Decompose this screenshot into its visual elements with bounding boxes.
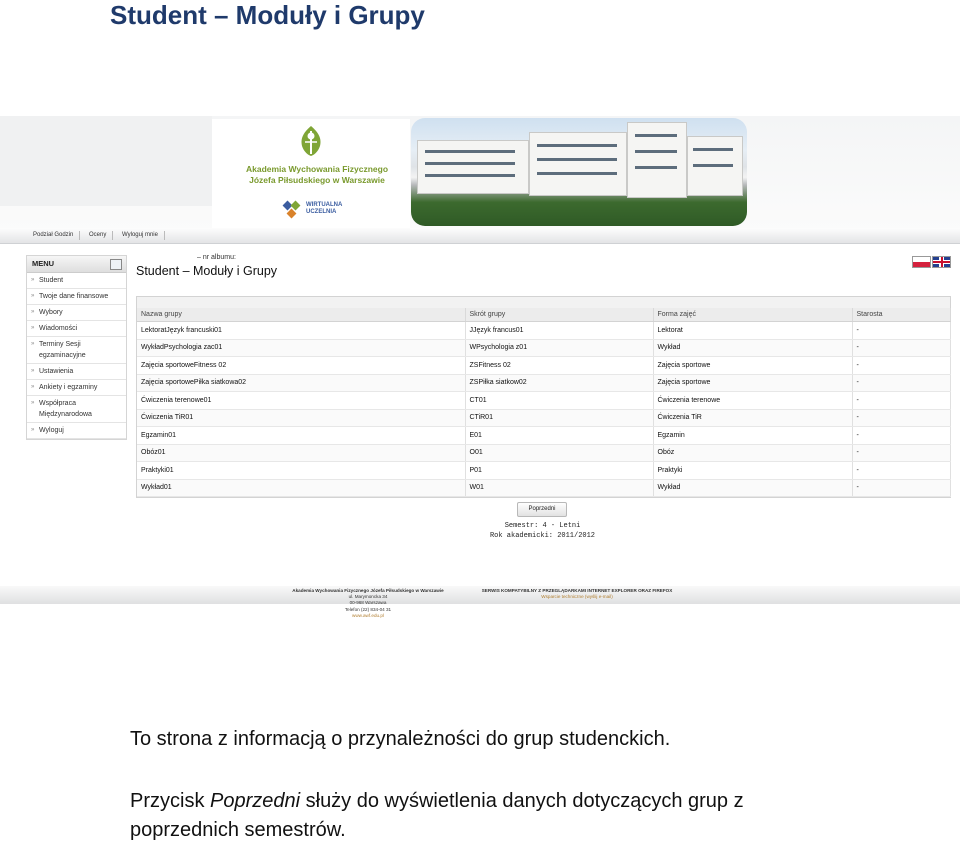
sidebar-item-wiadomosci[interactable]: » Wiadomości	[27, 321, 126, 337]
menu-header	[27, 256, 126, 273]
cell-starosta: -	[852, 444, 950, 462]
column-header-forma-zajec[interactable]: Forma zajęć	[653, 308, 852, 322]
academy-name	[232, 164, 402, 186]
footer-address-street: ul. Marymoncka 34	[348, 594, 388, 600]
cell-forma: Wykład	[653, 479, 852, 497]
table-row	[137, 357, 950, 375]
cell-starosta: -	[852, 409, 950, 427]
sidebar-item-terminy-sesji[interactable]: » Terminy Sesji egzaminacyjne	[27, 337, 126, 364]
cell-starosta: -	[852, 392, 950, 410]
table-row	[137, 392, 950, 410]
cell-forma: Ćwiczenia terenowe	[653, 392, 852, 410]
table-row	[137, 374, 950, 392]
caption-description: To strona z informacją o przynależności do grup studenckich.	[130, 728, 671, 750]
column-header-skrot-grupy[interactable]: Skrót grupy	[465, 308, 653, 322]
sidebar-item-student[interactable]: » Student	[27, 273, 126, 289]
cell-nazwa: Egzamin01	[137, 427, 465, 445]
cell-nazwa: Wykład01	[137, 479, 465, 497]
column-header-starosta[interactable]: Starosta	[852, 308, 950, 322]
caption-text-after: służy do wyświetlenia danych dotyczących grup z poprzednich semestrów.	[130, 790, 744, 841]
footer-support-link[interactable]: Wsparcie techniczne (wyślij e-mail)	[541, 594, 613, 600]
academic-year-line: Rok akademicki: 2011/2012	[489, 531, 596, 540]
cell-skrot: ZSPiłka siatkow02	[465, 374, 653, 392]
table-row	[137, 427, 950, 445]
cell-nazwa: Ćwiczenia TiR01	[137, 409, 465, 427]
cell-nazwa: WykładPsychologia zac01	[137, 339, 465, 357]
table-row	[137, 444, 950, 462]
cell-nazwa: Obóz01	[137, 444, 465, 462]
table-top-bar	[137, 296, 950, 308]
cell-starosta: -	[852, 357, 950, 375]
footer-academy-name: Akademia Wychowania Fizycznego Józefa Piłsudskiego w Warszawie	[292, 588, 444, 593]
header-left-band	[0, 116, 212, 206]
page-title: Student – Moduły i Grupy	[136, 264, 278, 278]
footer-website-link[interactable]: www.awf.edu.pl	[352, 612, 384, 618]
virtual-university-label	[306, 202, 342, 216]
cell-forma: Zajęcia sportowe	[653, 357, 852, 375]
menu-panel-icon[interactable]	[110, 259, 122, 270]
sidebar-item-finanse[interactable]: » Twoje dane finansowe	[27, 289, 126, 305]
caption-button-name: Poprzedni	[210, 790, 301, 812]
cell-nazwa: Praktyki01	[137, 462, 465, 480]
top-nav-bar	[0, 228, 960, 244]
cell-forma: Wykład	[653, 339, 852, 357]
caption-button-explanation	[130, 787, 850, 845]
table-row	[137, 322, 950, 340]
campus-photo	[411, 118, 747, 226]
footer-contact	[270, 588, 466, 619]
cell-forma: Praktyki	[653, 462, 852, 480]
footer-compat	[466, 588, 688, 600]
cell-skrot: E01	[465, 427, 653, 445]
cell-skrot: JJęzyk francus01	[465, 322, 653, 340]
groups-table-container	[136, 296, 951, 498]
english-flag-icon[interactable]	[932, 256, 951, 268]
cell-starosta: -	[852, 462, 950, 480]
cell-forma: Obóz	[653, 444, 852, 462]
cell-skrot: CT01	[465, 392, 653, 410]
cell-forma: Zajęcia sportowe	[653, 374, 852, 392]
cell-starosta: -	[852, 322, 950, 340]
cell-skrot: W01	[465, 479, 653, 497]
cell-skrot: ZSFitness 02	[465, 357, 653, 375]
menu-title: MENU	[32, 259, 55, 268]
column-header-nazwa-grupy[interactable]: Nazwa grupy	[137, 308, 465, 322]
footer-phone: Telefon (22) 834-04 31	[344, 606, 392, 612]
polish-flag-icon[interactable]	[912, 256, 931, 268]
cell-forma: Ćwiczenia TiR	[653, 409, 852, 427]
sidebar-item-ustawienia[interactable]: » Ustawienia	[27, 364, 126, 380]
cell-starosta: -	[852, 339, 950, 357]
nav-podzial-godzin[interactable]: Podział Godzin	[33, 231, 80, 240]
vu-label-line2: UCZELNIA	[306, 209, 337, 215]
virtual-university-logo-icon	[282, 200, 302, 220]
sidebar-item-ankiety[interactable]: » Ankiety i egzaminy	[27, 380, 126, 396]
cell-starosta: -	[852, 427, 950, 445]
album-number-label: – nr albumu:	[197, 254, 236, 261]
caption-text-before: Przycisk	[130, 790, 210, 812]
footer-compat-note: SERWIS KOMPATYBILNY Z PRZEGLĄDARKAMI INTERNET EXPLORER ORAZ FIREFOX	[481, 588, 673, 593]
app-screenshot	[0, 116, 960, 636]
cell-skrot: WPsychologia z01	[465, 339, 653, 357]
slide-title: Student – Moduły i Grupy	[110, 0, 425, 30]
cell-skrot: O01	[465, 444, 653, 462]
cell-nazwa: Zajęcia sportowePiłka siatkowa02	[137, 374, 465, 392]
nav-oceny[interactable]: Oceny	[89, 231, 113, 240]
semester-line: Semestr: 4 - Letni	[504, 522, 581, 530]
cell-forma: Egzamin	[653, 427, 852, 445]
cell-nazwa: LektoratJęzyk francuski01	[137, 322, 465, 340]
cell-forma: Lektorat	[653, 322, 852, 340]
cell-nazwa: Zajęcia sportoweFitness 02	[137, 357, 465, 375]
semester-info	[470, 522, 615, 541]
academy-name-line2: Józefa Piłsudskiego w Warszawie	[249, 175, 385, 185]
sidebar-item-wybory[interactable]: » Wybory	[27, 305, 126, 321]
groups-table	[137, 308, 951, 497]
table-row	[137, 479, 950, 497]
academy-name-line1: Akademia Wychowania Fizycznego	[245, 164, 389, 174]
sidebar-menu	[26, 255, 127, 440]
table-row	[137, 339, 950, 357]
cell-skrot: CTiR01	[465, 409, 653, 427]
cell-skrot: P01	[465, 462, 653, 480]
footer-address-city: 00-968 Warszawa	[349, 600, 387, 606]
cell-starosta: -	[852, 479, 950, 497]
vu-label-line1: WIRTUALNA	[306, 202, 343, 208]
academy-emblem-icon	[296, 124, 326, 158]
previous-button[interactable]: Poprzedni	[517, 502, 567, 517]
sidebar-item-wspolpraca[interactable]: » Współpraca Międzynarodowa	[27, 396, 126, 423]
cell-starosta: -	[852, 374, 950, 392]
sidebar-item-wyloguj[interactable]: » Wyloguj	[27, 423, 126, 439]
table-row	[137, 409, 950, 427]
cell-nazwa: Ćwiczenia terenowe01	[137, 392, 465, 410]
nav-wyloguj-mnie[interactable]: Wyloguj mnie	[122, 231, 165, 240]
table-row	[137, 462, 950, 480]
